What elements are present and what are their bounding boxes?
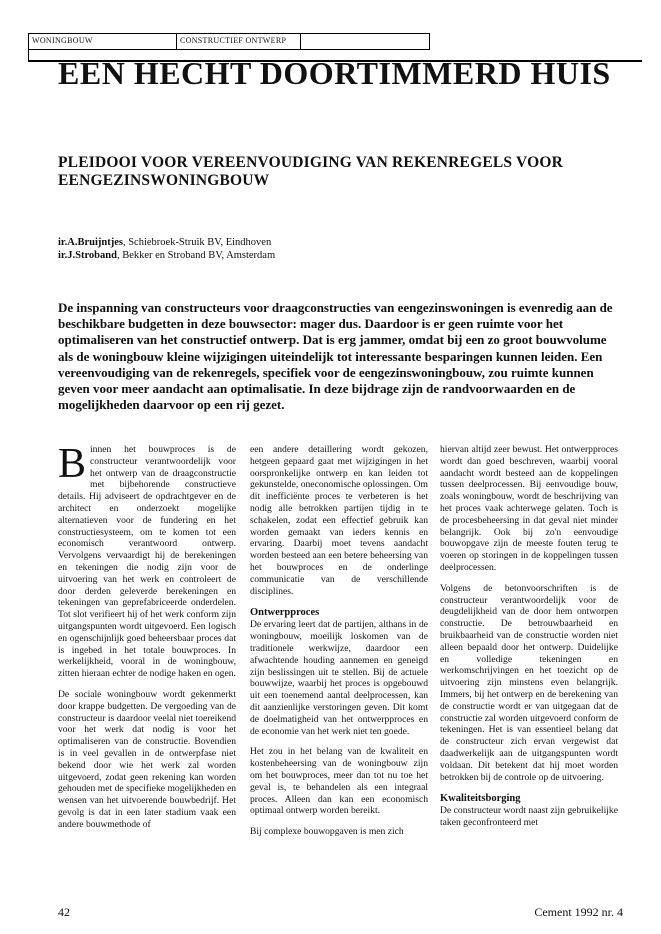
- author-line: [58, 236, 275, 249]
- author-affiliation: , Bekker en Stroband BV, Amsterdam: [116, 250, 276, 261]
- journal-issue: Cement 1992 nr. 4: [534, 905, 623, 919]
- author-affiliation: , Schiebroek-Struik BV, Eindhoven: [122, 237, 272, 248]
- page-number: 42: [58, 905, 70, 919]
- drop-cap: B: [58, 441, 87, 487]
- article-subtitle: PLEIDOOI VOOR VEREENVOUDIGING VAN REKENREGELS VOOR EENGEZINSWONINGBOUW: [58, 154, 564, 189]
- author-line: [58, 249, 275, 262]
- body-paragraph: De ervaring leert dat de partijen, althans in de woningbouw, moeilijk loskomen van de traditionele werkwijze, daardoor een afwachtende houding aannemen en geneigd zijn beslissingen uit te stellen. Bij de actuele bouwwijze, waarbij het proces is opgebouwd uit een toenemend aantal deelprocessen, kan dit aanzienlijke verstoringen geven. Dit komt de doelmatigheid van het ontwerpproces en de economie van het werk niet ten goede.: [250, 619, 428, 737]
- body-paragraph: [58, 441, 236, 680]
- intro-paragraph: De inspanning van constructeurs voor draagconstructies van eengezinswoningen is evenredig aan de beschikbare budgetten in deze bouwsector: mager dus. Daardoor is er geen ruimte voor het optimaliseren van het constructief ontwerp. Dat is erg jammer, omdat bij een zo groot bouwvolume als de woningbouw kleine wijzigingen uiteindelijk tot interessante besparingen kunnen leiden. Een vereenvoudiging van de rekenregels, specifiek voor de eengezinswoningbouw, zou ruimte kunnen geven voor meer aandacht aan optimalisatie. In deze bijdrage zijn de randvoorwaarden en de mogelijkheden daarvoor op een rij gezet.: [58, 300, 613, 413]
- article-title: EEN HECHT DOORTIMMERD HUIS: [58, 55, 611, 91]
- body-paragraph: Het zou in het belang van de kwaliteit en kostenbeheersing van de woningbouw zijn om het bouwproces, meer dan tot nu toe het geval is, te behandelen als een integraal proces. Alleen dan kan een economisch optimaal ontwerp worden bereikt.: [250, 746, 428, 817]
- section-heading: Kwaliteitsborging: [440, 793, 521, 805]
- authors: [58, 236, 275, 262]
- body-paragraph: De constructeur wordt naast zijn gebruikelijke taken geconfronteerd met: [440, 805, 618, 829]
- author-name: ir.J.Stroband: [58, 250, 117, 261]
- column-3: [440, 444, 618, 838]
- left-rule: [28, 48, 29, 60]
- section-header: [28, 33, 430, 50]
- body-paragraph: hiervan altijd zeer bewust. Het ontwerpproces wordt dan goed beschreven, waarbij vooral aandacht wordt besteed aan de koppelingen tussen deelprocessen. Bij eenvoudige bouw, zoals woningbouw, wordt de beschrijving van het proces vaak achterwege gelaten. Toch is de procesbeheersing in dat geval niet minder belangrijk. Ook bij zo'n eenvoudige bouwopgave zijn de meeste fouten terug te voeren op storingen in de koppelingen tussen deelprocessen.: [440, 444, 618, 573]
- body-text: innen het bouwproces is de constructeur verantwoordelijk voor het ontwerp van de draagconstructie met bijbehorende constructieve details. Hij adviseert de opdrachtgever en de architect en onderzoekt mogelijke alternatieven voor de fundering en het constructiesysteem, om te komen tot een economisch verantwoord ontwerp. Vervolgens vervaardigt hij de berekeningen en tekeningen die nodig zijn voor de uitvoering van het werk en controleert de door derden geleverde berekeningen en tekeningen van geprefabriceerde onderdelen. Tot slot verifieert hij of het werk conform zijn uitgangspunten wordt uitgevoerd. Een logisch en ogenschijnlijk goed beheersbaar proces dat is ingebed in het totale bouwproces. In werkelijkheid, vooral in de woningbouw, zitten hieraan echter de nodige haken en ogen.: [58, 444, 236, 680]
- body-paragraph: Bij complexe bouwopgaven is men zich: [250, 826, 404, 838]
- column-2: [250, 444, 428, 847]
- body-paragraph: een andere detaillering wordt gekozen, hetgeen gepaard gaat met wijzigingen in het oorspronkelijke ontwerp en kan leiden tot gekunstelde, oneconomische oplossingen. Om dit inefficiënte proces te verbeteren is het nodig alle betrokken partijen tijdig in te schakelen, zodat een effectief gebruik kan worden gemaakt van ieders kennis en ervaring. Daarbij moet tevens aandacht worden besteed aan een betere beheersing van het bouwproces en de onderlinge communicatie van de verschillende disciplines.: [250, 444, 428, 597]
- section-heading: Ontwerpproces: [250, 607, 320, 619]
- header-category: WONINGBOUW: [29, 34, 177, 49]
- author-name: ir.A.Bruijntjes: [58, 237, 123, 248]
- header-blank: [301, 34, 429, 49]
- body-paragraph: Volgens de betonvoorschriften is de constructeur verantwoordelijk voor de deugdelijkheid van de door hem ontworpen constructie. De betrouwbaarheid en bruikbaarheid van de constructie worden niet alleen bepaald door het ontwerp. Duidelijke en volledige tekeningen en werkomschrijvingen en het toezicht op de uitvoering zijn minstens even belangrijk. Immers, bij het ontwerp en de berekening van de constructie wordt er van uitgegaan dat de constructie zal worden uitgevoerd conform de tekeningen. Het is van essentieel belang dat de constructeur zich ervan vergewist dat daadwerkelijk aan de uitgangspunten wordt voldaan. Dit betekent dat hij moet worden betrokken bij de controle op de uitvoering.: [440, 582, 618, 783]
- column-1: [58, 441, 236, 840]
- header-section: CONSTRUCTIEF ONTWERP: [177, 34, 301, 49]
- body-paragraph: De sociale woningbouw wordt gekenmerkt door krappe budgetten. De vergoeding van de constructeur is daardoor veelal niet toereikend voor het werk dat nodig is voor het optimaliseren van de constructie. Bovendien is in veel gevallen in de ontwerpfase niet bekend door wie het werk zal worden uitgevoerd, zodat geen rekening kan worden gehouden met de specifieke mogelijkheden en wensen van het uitvoerende bouwbedrijf. Het gevolg is dat in een later stadium vaak een andere bouwmethode of: [58, 688, 236, 830]
